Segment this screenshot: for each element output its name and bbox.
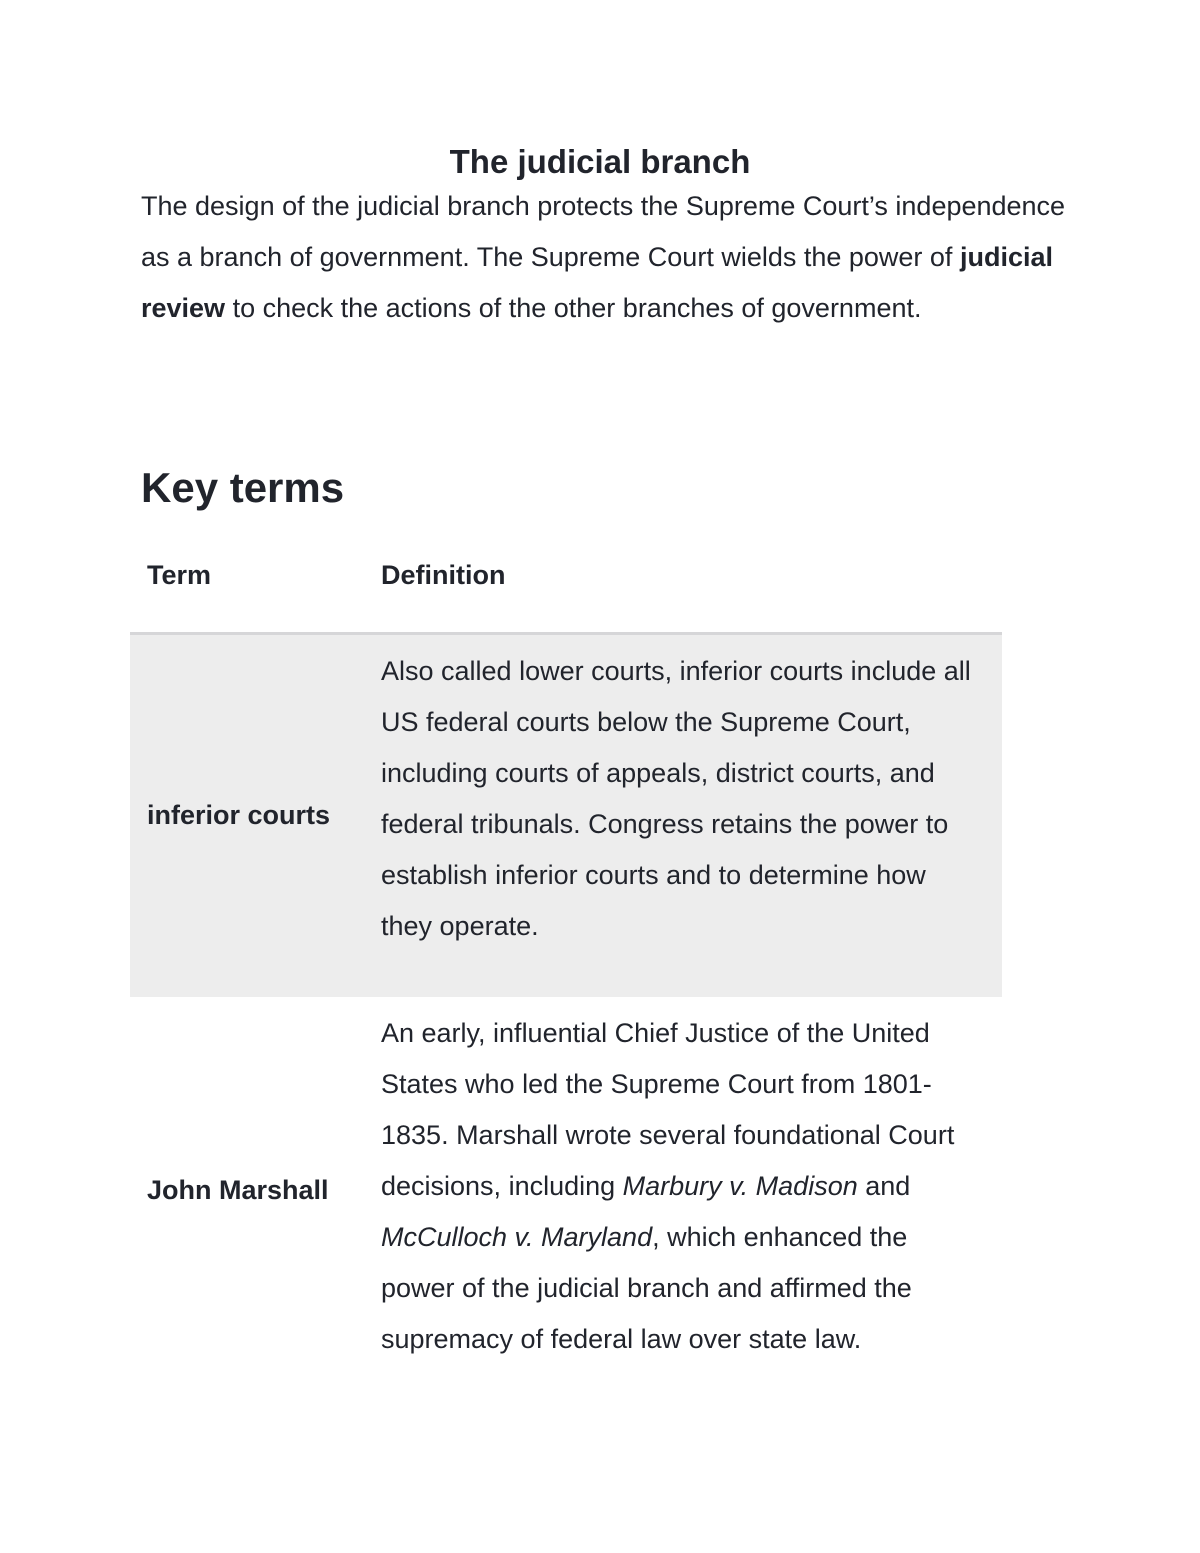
table-header-row xyxy=(130,536,1002,633)
definition-text-1: An early, influential Chief Justice of the United States who led the Supreme Court from 1801-1835. Marshall wrote several foundational Court decisions, including xyxy=(381,1017,955,1201)
table-row xyxy=(130,633,1002,997)
key-terms-table xyxy=(130,536,1002,1385)
intro-text-1: The design of the judicial branch protects the Supreme Court’s independence as a branch of government. The Supreme Court wields the power of xyxy=(141,191,1066,272)
definition-text-3: , which enhanced the power of the judicial branch and affirmed the supremacy of federal law over state law. xyxy=(381,1221,912,1354)
section-heading: Key terms xyxy=(141,464,345,511)
column-header-definition: Definition xyxy=(381,536,1002,633)
intro-text-2: to check the actions of the other branches of government. xyxy=(225,293,922,323)
intro-bold-term: judicial review xyxy=(141,242,1053,323)
term-cell: John Marshall xyxy=(147,1175,329,1205)
table-row xyxy=(130,997,1002,1385)
column-header-term: Term xyxy=(130,536,381,633)
document-title: The judicial branch xyxy=(449,143,751,180)
term-cell: inferior courts xyxy=(130,633,381,997)
case-name-mcculloch: McCulloch v. Maryland xyxy=(381,1221,653,1252)
intro-paragraph xyxy=(141,181,1071,334)
definition-cell: Also called lower courts, inferior courts include all US federal courts below the Supreme Court, including courts of appeals, district courts, and federal tribunals. Congress retains the power to establish inferior courts and to determine how they operate. xyxy=(381,633,1002,997)
case-name-marbury: Marbury v. Madison xyxy=(622,1170,858,1201)
definition-text-2: and xyxy=(857,1170,911,1201)
definition-cell xyxy=(381,997,1002,1385)
